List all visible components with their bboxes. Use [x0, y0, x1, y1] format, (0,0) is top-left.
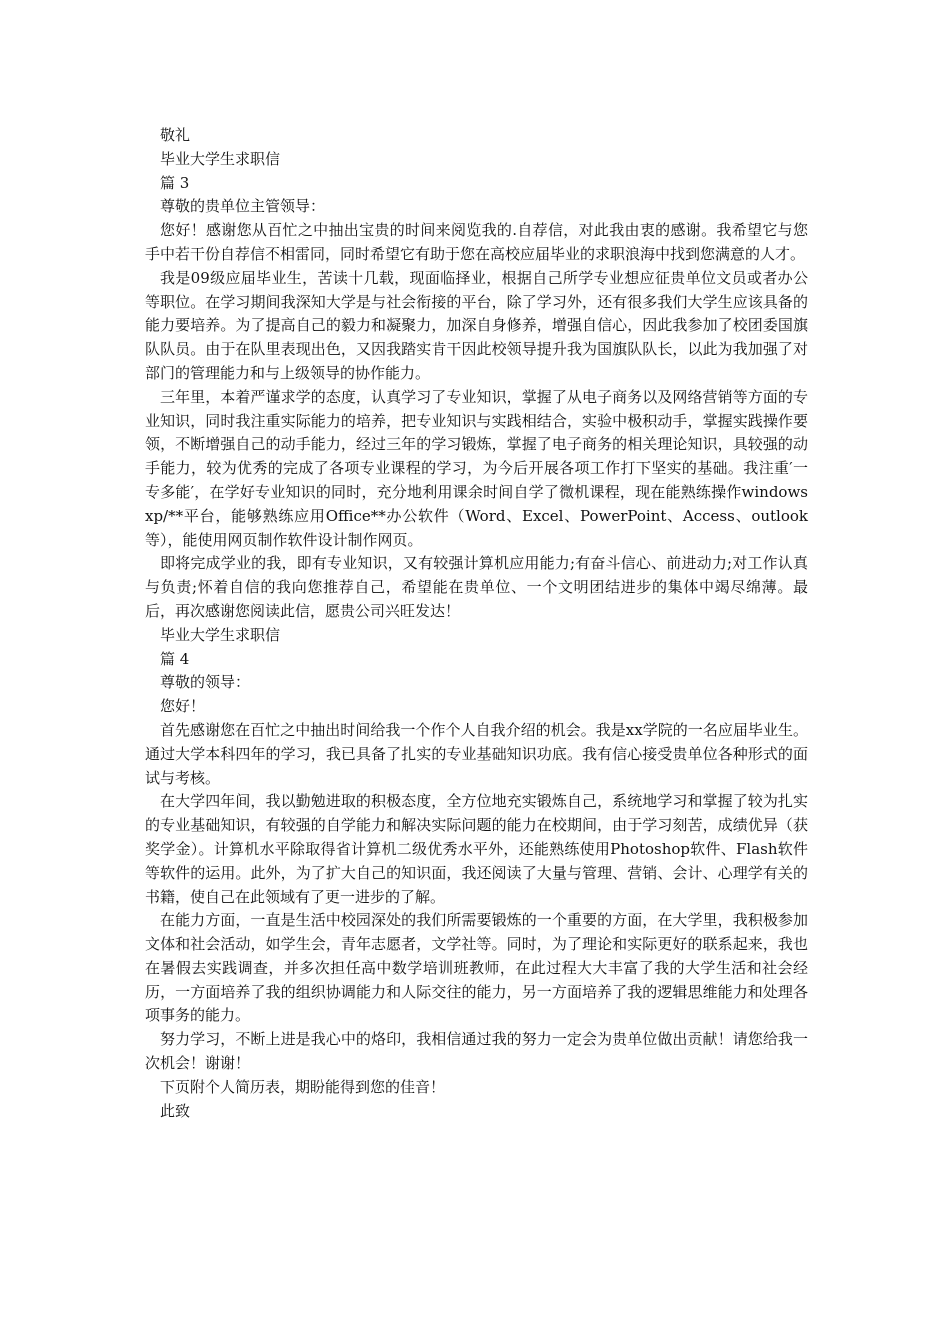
- document-body: [145, 124, 808, 1123]
- paragraph: 在大学四年间，我以勤勉进取的积极态度，全方位地充实锻炼自己，系统地学习和掌握了较为扎实的专业基础知识，有较强的自学能力和解决实际问题的能力在校期间，由于学习刻苦，成绩优异（获奖学金）。计算机水平除取得省计算机二级优秀水平外，还能熟练使用Photoshop软件、Flash软件等软件的运用。此外，为了扩大自己的知识面，我还阅读了大量与管理、营销、会计、心理学有关的书籍，使自己在此领域有了更一进步的了解。: [145, 792, 808, 906]
- closing-salutation: 敬礼: [160, 126, 191, 144]
- paragraph: 在能力方面，一直是生活中校园深处的我们所需要锻炼的一个重要的方面，在大学里，我积极参加文体和社会活动，如学生会，青年志愿者，文学社等。同时，为了理论和实际更好的联系起来，我也在暑假去实践调查，并多次担任高中数学培训班教师，在此过程大大丰富了我的大学生活和社会经历，一方面培养了我的组织协调能力和人际交往的能力，另一方面培养了我的逻辑思维能力和处理各项事务的能力。: [145, 911, 808, 1025]
- closing-line: 此致: [160, 1101, 191, 1120]
- section-title: 毕业大学生求职信: [160, 149, 281, 168]
- paragraph: 三年里，本着严谨求学的态度，认真学习了专业知识，掌握了从电子商务以及网络营销等方面的专业知识，同时我注重实际能力的培养，把专业知识与实践相结合，实验中极积动手，掌握实践操作要领，不断增强自己的动手能力，经过三年的学习锻炼，掌握了电子商务的相关理论知识，具较强的动手能力，较为优秀的完成了各项专业课程的学习，为今后开展各项工作打下坚实的基础。我注重′一专多能′，在学好专业知识的同时，充分地利用课余时间自学了微机课程，现在能熟练操作windowsxp/**平台，能够熟练应用Office**办公软件（Word、Excel、PowerPoint、Access、outlook等），能使用网页制作软件设计制作网页。: [145, 387, 808, 549]
- paragraph: 首先感谢您在百忙之中抽出时间给我一个作个人自我介绍的机会。我是xx学院的一名应届毕业生。通过大学本科四年的学习，我已具备了扎实的专业基础知识功底。我有信心接受贵单位各种形式的面试与考核。: [145, 720, 808, 787]
- paragraph: 即将完成学业的我，即有专业知识，又有较强计算机应用能力;有奋斗信心、前进动力;对工作认真与负责;怀着自信的我向您推荐自己，希望能在贵单位、一个文明团结进步的集体中竭尽绵薄。最后，再次感谢您阅读此信，愿贵公司兴旺发达！: [145, 554, 808, 620]
- section-number: 篇 3: [160, 173, 190, 192]
- greeting: 尊敬的贵单位主管领导：: [160, 197, 326, 216]
- attachment-note: 下页附个人简历表，期盼能得到您的佳音！: [160, 1077, 446, 1096]
- paragraph: 努力学习，不断上进是我心中的烙印，我相信通过我的努力一定会为贵单位做出贡献！请您给我一次机会！谢谢！: [145, 1030, 808, 1073]
- section-title: 毕业大学生求职信: [160, 625, 281, 644]
- greeting: 尊敬的领导：: [160, 673, 251, 692]
- section-number: 篇 4: [160, 649, 190, 668]
- paragraph: 您好！感谢您从百忙之中抽出宝贵的时间来阅览我的.自荐信，对此我由衷的感谢。我希望它与您手中若干份自荐信不相雷同，同时希望它有助于您在高校应届毕业的求职浪海中找到您满意的人才。: [145, 221, 808, 263]
- paragraph: 我是09级应届毕业生，苦读十几载，现面临择业，根据自己所学专业想应征贵单位文员或者办公等职位。在学习期间我深知大学是与社会衔接的平台，除了学习外，还有很多我们大学生应该具备的能力要培养。为了提高自己的毅力和凝聚力，加深自身修养，增强自信心，因此我参加了校团委国旗队队员。由于在队里表现出色，又因我踏实肯干因此校领导提升我为国旗队队长，以此为我加强了对部门的管理能力和与上级领导的协作能力。: [145, 268, 808, 382]
- hello-line: 您好！: [160, 697, 206, 716]
